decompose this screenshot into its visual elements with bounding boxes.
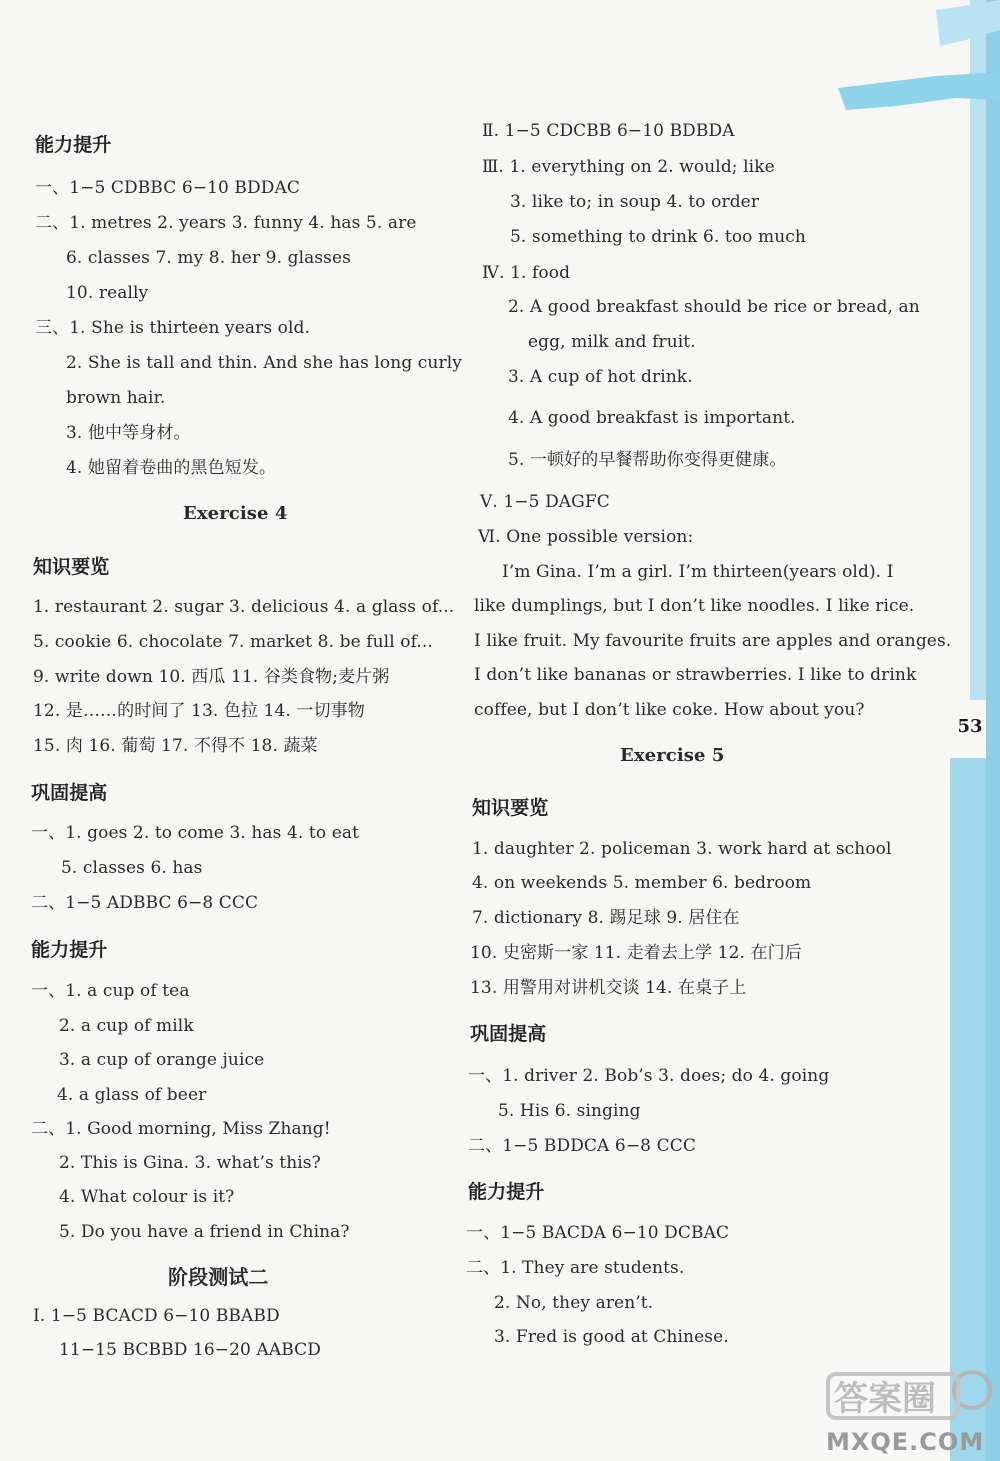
answer-line: 二、1. Good morning, Miss Zhang! <box>31 1119 331 1139</box>
answer-line: 3. like to; in soup 4. to order <box>510 192 760 212</box>
page-number: 53 <box>957 716 983 737</box>
answer-line: 4. A good breakfast is important. <box>508 408 796 428</box>
answer-line: 12. 是……的时间了 13. 色拉 14. 一切事物 <box>33 701 365 721</box>
answer-line: 6. classes 7. my 8. her 9. glasses <box>66 248 351 268</box>
answer-line: 3. 他中等身材。 <box>66 423 191 443</box>
answer-line: 2. a cup of milk <box>59 1016 194 1036</box>
answer-line: 5. classes 6. has <box>61 858 203 878</box>
answer-line: 二、1−5 BDDCA 6−8 CCC <box>468 1136 696 1156</box>
answer-line: 10. 史密斯一家 11. 走着去上学 12. 在门后 <box>470 943 802 963</box>
section-heading: 巩固提高 <box>470 1023 547 1045</box>
section-heading: 阶段测试二 <box>168 1265 269 1289</box>
section-heading: 能力提升 <box>468 1181 545 1203</box>
answer-line: 一、1−5 BACDA 6−10 DCBAC <box>466 1223 730 1243</box>
answer-line: 5. cookie 6. chocolate 7. market 8. be full of... <box>33 632 433 652</box>
answer-line: 11−15 BCBBD 16−20 AABCD <box>59 1340 321 1360</box>
answer-line: 1. restaurant 2. sugar 3. delicious 4. a glass of... <box>33 597 455 617</box>
answer-line: 5. His 6. singing <box>498 1101 641 1121</box>
answer-line: 三、1. She is thirteen years old. <box>35 318 311 338</box>
answer-line: 4. 她留着卷曲的黑色短发。 <box>66 458 277 478</box>
watermark-site-text: MXQE.COM <box>826 1428 985 1456</box>
answer-line: 2. A good breakfast should be rice or bread, an <box>508 297 920 317</box>
answer-line: 5. Do you have a friend in China? <box>59 1222 350 1242</box>
answer-line: 一、1. goes 2. to come 3. has 4. to eat <box>31 823 360 843</box>
answer-line: Ⅲ. 1. everything on 2. would; like <box>482 157 775 177</box>
answer-line: 二、1. metres 2. years 3. funny 4. has 5. are <box>35 213 417 233</box>
answer-line: Ⅱ. 1−5 CDCBB 6−10 BDBDA <box>482 121 735 141</box>
answer-line: 4. on weekends 5. member 6. bedroom <box>472 873 812 893</box>
section-heading: 知识要览 <box>472 797 549 819</box>
answer-line: Ⅵ. One possible version: <box>478 527 694 547</box>
section-heading: Exercise 5 <box>620 745 725 766</box>
answer-line: 13. 用警用对讲机交谈 14. 在桌子上 <box>470 978 747 998</box>
answer-line: 一、1. driver 2. Bob’s 3. does; do 4. going <box>468 1066 830 1086</box>
section-heading: 能力提升 <box>35 134 112 156</box>
answer-line: 4. What colour is it? <box>59 1187 235 1207</box>
answer-line: I’m Gina. I’m a girl. I’m thirteen(years old). I <box>502 562 894 582</box>
answer-line: 二、1. They are students. <box>466 1258 685 1278</box>
answer-line: 3. A cup of hot drink. <box>508 367 693 387</box>
answer-line: egg, milk and fruit. <box>528 332 696 352</box>
answer-line: 2. No, they aren’t. <box>494 1293 654 1313</box>
answer-line: 10. really <box>66 283 149 303</box>
answer-line: 3. a cup of orange juice <box>59 1050 265 1070</box>
section-heading: 巩固提高 <box>31 782 108 804</box>
answer-line: brown hair. <box>66 388 166 408</box>
section-heading: Exercise 4 <box>183 503 288 524</box>
answer-line: 一、1. a cup of tea <box>31 981 190 1001</box>
answer-line: Ⅴ. 1−5 DAGFC <box>480 492 610 512</box>
answer-line: 2. She is tall and thin. And she has long curly <box>66 353 462 373</box>
answer-line: 5. something to drink 6. too much <box>510 227 806 247</box>
answer-line: 2. This is Gina. 3. what’s this? <box>59 1153 321 1173</box>
answer-line: coffee, but I don’t like coke. How about you? <box>474 700 865 720</box>
answer-line: like dumplings, but I don’t like noodles. I like rice. <box>474 596 915 616</box>
top-corner-decoration <box>836 0 1000 130</box>
answer-line: Ⅳ. 1. food <box>482 263 571 283</box>
answer-line: 9. write down 10. 西瓜 11. 谷类食物;麦片粥 <box>33 667 390 687</box>
section-heading: 知识要览 <box>33 556 110 578</box>
answer-line: I like fruit. My favourite fruits are apples and oranges. <box>474 631 952 651</box>
answer-line: 4. a glass of beer <box>57 1085 207 1105</box>
answer-line: 二、1−5 ADBBC 6−8 CCC <box>31 893 259 913</box>
answer-line: 15. 肉 16. 葡萄 17. 不得不 18. 蔬菜 <box>33 736 318 756</box>
answer-line: 1. daughter 2. policeman 3. work hard at school <box>472 839 892 859</box>
answer-line: 一、1−5 CDBBC 6−10 BDDAC <box>35 178 300 198</box>
answer-line: I don’t like bananas or strawberries. I like to drink <box>474 665 917 685</box>
answer-line: 5. 一顿好的早餐帮助你变得更健康。 <box>508 450 787 470</box>
answer-line: Ⅰ. 1−5 BCACD 6−10 BBABD <box>33 1306 280 1326</box>
section-heading: 能力提升 <box>31 939 108 961</box>
answer-line: 3. Fred is good at Chinese. <box>494 1327 729 1347</box>
svg-text:答案圈: 答案圈 <box>834 1379 936 1419</box>
answer-line: 7. dictionary 8. 踢足球 9. 居住在 <box>472 908 740 928</box>
